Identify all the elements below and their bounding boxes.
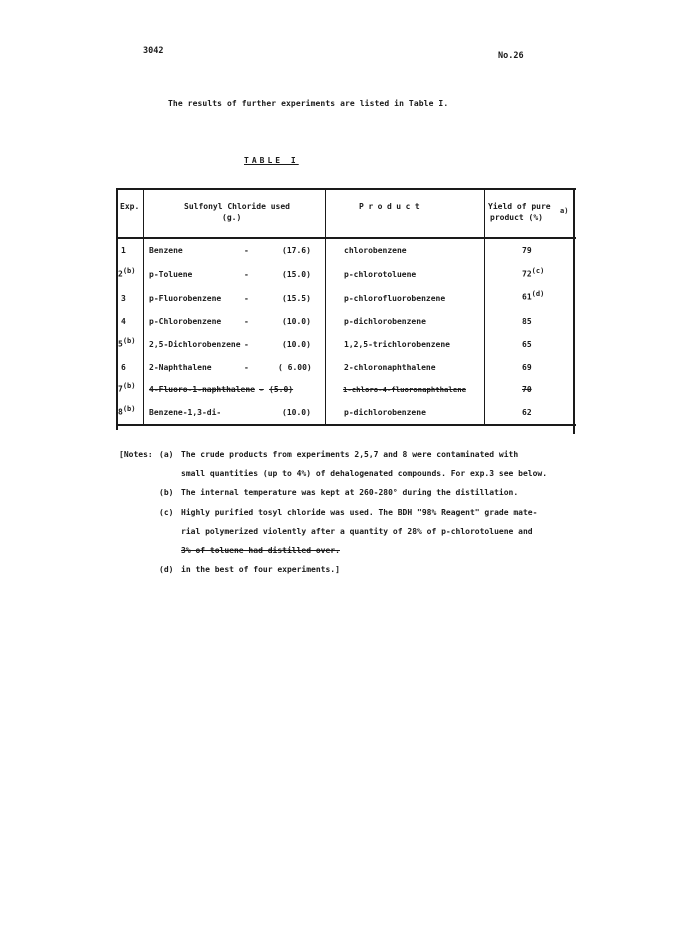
row-6-grams: ( 6.00) <box>278 363 312 372</box>
row-4-compound: p-Chlorobenzene <box>149 317 222 326</box>
note-b-key: (b) <box>159 488 174 497</box>
row-5-compound: 2,5-Dichlorobenzene <box>149 340 241 349</box>
row-2-yield-note: (c) <box>531 267 545 275</box>
row-2-exp: 2$^{(b)}$ <box>118 267 136 279</box>
row-3-grams: (15.5) <box>282 294 311 303</box>
row-4-exp: 4 <box>121 317 126 326</box>
row-8-grams: (10.0) <box>282 408 311 417</box>
note-c-key: (c) <box>159 508 174 517</box>
row-3-exp: 3 <box>121 294 126 303</box>
table-bottom-border <box>116 424 576 426</box>
row-1-yield: 79 <box>522 246 532 255</box>
note-a-key: (a) <box>159 450 174 459</box>
row-8-exp-note: (b) <box>122 405 136 413</box>
row-5-grams: (10.0) <box>282 340 311 349</box>
note-c-line-3: 3% of toluene had distilled over. <box>181 546 340 555</box>
notes-label: [Notes: <box>119 450 153 459</box>
table-title: TABLE I <box>244 156 299 165</box>
row-3-yield-note: (d) <box>531 290 545 298</box>
header-yield-note: a) <box>560 207 569 215</box>
row-8-product: p-dichlorobenzene <box>344 408 426 417</box>
note-c-line-2: rial polymerized violently after a quantity of 28% of p-chlorotoluene and <box>181 527 533 536</box>
row-6-product: 2-chloronaphthalene <box>344 363 436 372</box>
table-col-divider-1 <box>143 188 144 425</box>
row-3-dash: - <box>244 294 249 303</box>
row-6-dash: - <box>244 363 249 372</box>
header-reagent: Sulfonyl Chloride used <box>184 202 290 211</box>
row-8-yield: 62 <box>522 408 532 417</box>
table-top-border <box>116 188 576 190</box>
note-b-line-1: The internal temperature was kept at 260-280° during the distillation. <box>181 488 519 497</box>
row-6-yield: 69 <box>522 363 532 372</box>
row-3-product: p-chlorofluorobenzene <box>344 294 446 303</box>
row-2-exp-note: (b) <box>122 267 136 275</box>
row-5-exp: 5$^{(b)}$ <box>118 337 136 349</box>
row-2-yield: 72$^{(c)}$ <box>522 267 545 279</box>
row-4-product: p-dichlorobenzene <box>344 317 426 326</box>
row-1-product: chlorobenzene <box>344 246 407 255</box>
row-7-dash: - <box>259 385 264 394</box>
row-5-exp-note: (b) <box>122 337 136 345</box>
row-7-yield: 70 <box>522 385 532 394</box>
row-7-exp: 7$^{(b)}$ <box>118 382 136 394</box>
row-7-compound: 4-Fluoro-1-naphthalene <box>149 385 255 394</box>
header-yield: Yield of pure <box>488 202 551 211</box>
row-2-grams: (15.0) <box>282 270 311 279</box>
note-c-line-1: Highly purified tosyl chloride was used. The BDH "98% Reagent" grade mate- <box>181 508 538 517</box>
header-exp: Exp. <box>120 202 140 211</box>
row-1-compound: Benzene <box>149 246 183 255</box>
note-d-key: (d) <box>159 565 174 574</box>
row-1-grams: (17.6) <box>282 246 311 255</box>
row-2-dash: - <box>244 270 249 279</box>
row-2-product: p-chlorotoluene <box>344 270 417 279</box>
page-identifier: No.26 <box>498 51 524 61</box>
row-1-dash: - <box>244 246 249 255</box>
row-3-compound: p-Fluorobenzene <box>149 294 222 303</box>
row-3-yield: 61$^{(d)}$ <box>522 290 545 302</box>
intro-text: The results of further experiments are listed in Table I. <box>168 99 449 108</box>
note-a-line-2: small quantities (up to 4%) of dehalogenated compounds. For exp.3 see below. <box>181 469 548 478</box>
row-6-compound: 2-Naphthalene <box>149 363 212 372</box>
header-yield-unit: product (%) <box>490 213 543 222</box>
table-header-rule <box>116 237 576 239</box>
row-8-compound: Benzene-1,3-di- <box>149 408 222 417</box>
results-table <box>116 188 576 434</box>
row-2-compound: p-Toluene <box>149 270 193 279</box>
row-7-grams: (5.0) <box>269 385 294 394</box>
table-right-border <box>573 188 575 434</box>
note-a-line-1: The crude products from experiments 2,5,7 and 8 were contaminated with <box>181 450 519 459</box>
row-5-yield: 65 <box>522 340 532 349</box>
row-5-product: 1,2,5-trichlorobenzene <box>344 340 450 349</box>
row-5-dash: - <box>244 340 249 349</box>
header-reagent-unit: (g.) <box>222 213 242 222</box>
row-7-product: 1-chloro-4-fluoronaphthalene <box>343 385 467 394</box>
row-6-exp: 6 <box>121 363 126 372</box>
row-4-yield: 85 <box>522 317 532 326</box>
note-d-line-1: in the best of four experiments.] <box>181 565 340 574</box>
row-4-grams: (10.0) <box>282 317 311 326</box>
row-8-exp: 8$^{(b)}$ <box>118 405 136 417</box>
row-4-dash: - <box>244 317 249 326</box>
table-col-divider-2 <box>325 188 326 425</box>
header-product: Product <box>359 202 425 211</box>
row-1-exp: 1 <box>121 246 126 255</box>
page-number: 3042 <box>143 46 164 56</box>
table-left-border <box>116 188 118 430</box>
table-col-divider-3 <box>484 188 485 425</box>
row-7-exp-note: (b) <box>122 382 136 390</box>
